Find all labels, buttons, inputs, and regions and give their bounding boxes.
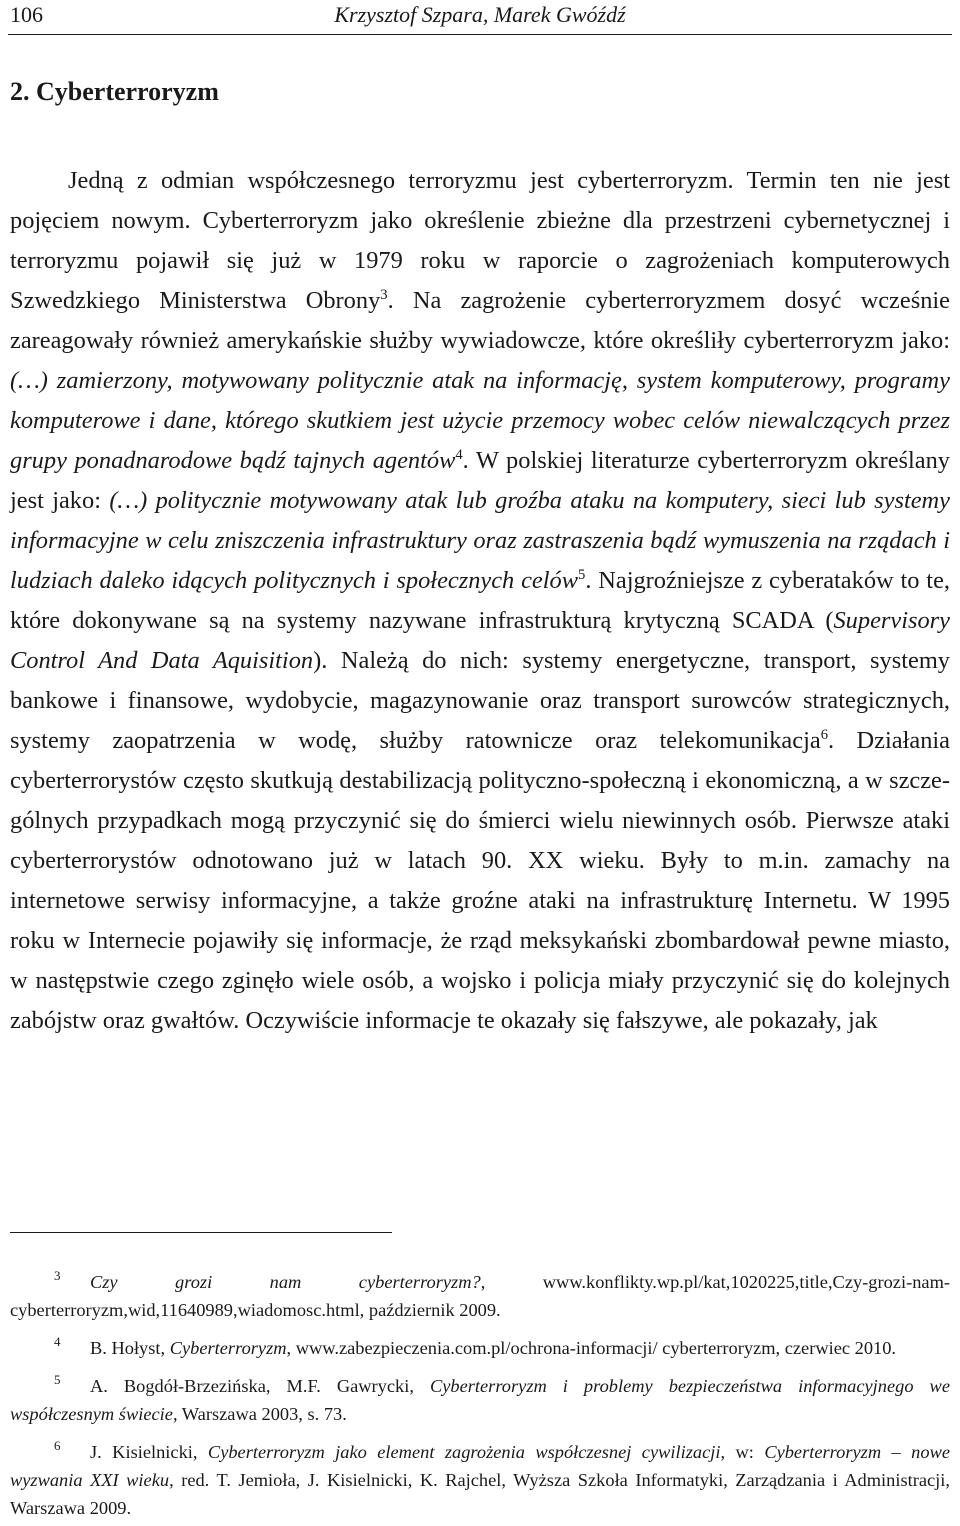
footnotes bbox=[10, 1262, 950, 1526]
footnote-6 bbox=[10, 1432, 950, 1522]
running-head-authors: Krzysztof Szpara, Marek Gwóźdź bbox=[334, 2, 626, 27]
footnote-separator bbox=[10, 1232, 392, 1233]
footnote-4 bbox=[10, 1328, 950, 1362]
text-run: . W polskiej literaturze cyberterroryzm określany jest jako: bbox=[10, 447, 951, 514]
footnote-title: Cyberterroryzm bbox=[169, 1338, 287, 1358]
footnote-ref-5[interactable]: 5 bbox=[578, 566, 586, 583]
footnote-source: , Warszawa 2003, s. 73. bbox=[172, 1404, 347, 1424]
page-header bbox=[8, 0, 952, 35]
scada-expansion: Supervisory Control And Data Aquisition bbox=[10, 607, 950, 674]
footnote-title: Cyberterroryzm jako element zagrożenia współczesnej cywilizacji bbox=[207, 1442, 721, 1462]
footnote-title: Czy grozi nam cyberterroryzm? bbox=[90, 1272, 481, 1292]
footnote-mark: 6 bbox=[54, 1438, 61, 1453]
body-paragraph bbox=[10, 161, 950, 1041]
body-text bbox=[10, 161, 950, 1041]
section-heading: 2. Cyberterroryzm bbox=[10, 77, 219, 106]
footnote-ref-4[interactable]: 4 bbox=[455, 446, 463, 463]
footnote-mark: 5 bbox=[54, 1372, 61, 1387]
footnote-author: J. Kisielnicki, bbox=[90, 1442, 208, 1462]
text-run: . Najgroźniejsze z cyberataków to te, które dokonywane są na systemy nazywane infrastrukturą krytyczną SCADA ( bbox=[10, 567, 951, 634]
page-number: 106 bbox=[10, 2, 43, 27]
footnote-mark: 4 bbox=[54, 1334, 61, 1349]
footnote-source: , www.zabezpieczenia.com.pl/ochrona-informacji/ cyberterroryzm, czerwiec 2010. bbox=[286, 1338, 897, 1358]
footnote-5 bbox=[10, 1366, 950, 1428]
footnote-author: A. Bogdół-Brzezińska, M.F. Gawrycki, bbox=[90, 1376, 430, 1396]
quote-polish-definition: (…) politycznie motywowany atak lub groźba ataku na komputery, sieci lub systemy informacyjne w celu zniszczenia infrastruktury oraz zastraszenia bądź wymuszenia na rządach i ludziach daleko idących politycznych i społecznych celów bbox=[10, 487, 950, 594]
text-run: . Działania cyberterrorystów często skutkują destabilizacją polityczno-społeczną i ekonomiczną, a w szczególnych przypadkach mogą przyczynić się do śmierci wielu niewinnych osób. Pierwsze ataki cyberterrorystów odnotowano już w latach 90. XX wieku. Były to m.in. zamachy na internetowe serwisy informacyjne, a także groźne ataki na infrastrukturę Internetu. W 1995 roku w Internecie pojawiły się informacje, że rząd meksykański zbombardował pewne miasto, w następstwie czego zginęło wiele osób, a wojsko i policja miały przyczynić się do kolejnych zabójstw oraz gwałtów. Oczywiście informacje te okazały się fałszywe, ale pokazały, jak bbox=[10, 727, 950, 1034]
footnote-connector: , w: bbox=[720, 1442, 765, 1462]
footnote-3 bbox=[10, 1262, 950, 1324]
footnote-title: Cyberterroryzm i problemy bezpieczeństwa informacyjnego we współczesnym świecie bbox=[10, 1376, 950, 1424]
footnote-source: , www.konflikty.wp.pl/kat,1020225,title,Czy-grozi-nam-cyberterroryzm,wid,11640989,wiadomosc.html, październik 2009. bbox=[10, 1272, 950, 1320]
quote-us-definition: (…) zamierzony, motywowany politycznie atak na informację, system komputerowy, programy komputerowe i dane, którego skutkiem jest użycie przemocy wobec celów niewalczących przez grupy ponadnarodowe bądź tajnych agentów bbox=[10, 367, 950, 474]
footnote-source: , red. T. Jemioła, J. Kisielnicki, K. Rajchel, Wyższa Szkoła Informatyki, Zarządzania i Administracji, Warszawa 2009. bbox=[10, 1470, 950, 1518]
text-run: Jedną z odmian współczesnego terroryzmu jest cyberterroryzm. Termin ten nie jest pojęciem nowym. Cyberterroryzm jako określenie zbieżne dla przestrzeni cybernetycznej i terroryzmu pojawił się już w 1979 roku w raporcie o zagrożeniach komputerowych Szwedzkiego Ministerstwa Obrony bbox=[10, 167, 950, 314]
footnote-book-title: Cyberterroryzm – nowe wyzwania XXI wieku bbox=[10, 1442, 950, 1490]
text-run: ). Należą do nich: systemy energetyczne, transport, systemy bankowe i finansowe, wydobycie, magazynowanie oraz transport surowców strategicznych, systemy zaopatrzenia w wodę, służby ratownicze oraz telekomunikacja bbox=[10, 647, 950, 754]
text-run: . Na zagrożenie cyberterroryzmem dosyć wcześnie zareagowały również amerykańskie służby wywiadowcze, które określiły cyberterroryzm jako: bbox=[10, 287, 950, 354]
footnote-ref-6[interactable]: 6 bbox=[820, 726, 828, 743]
footnote-mark: 3 bbox=[54, 1268, 61, 1283]
footnote-author: B. Hołyst, bbox=[90, 1338, 170, 1358]
footnote-ref-3[interactable]: 3 bbox=[380, 286, 388, 303]
